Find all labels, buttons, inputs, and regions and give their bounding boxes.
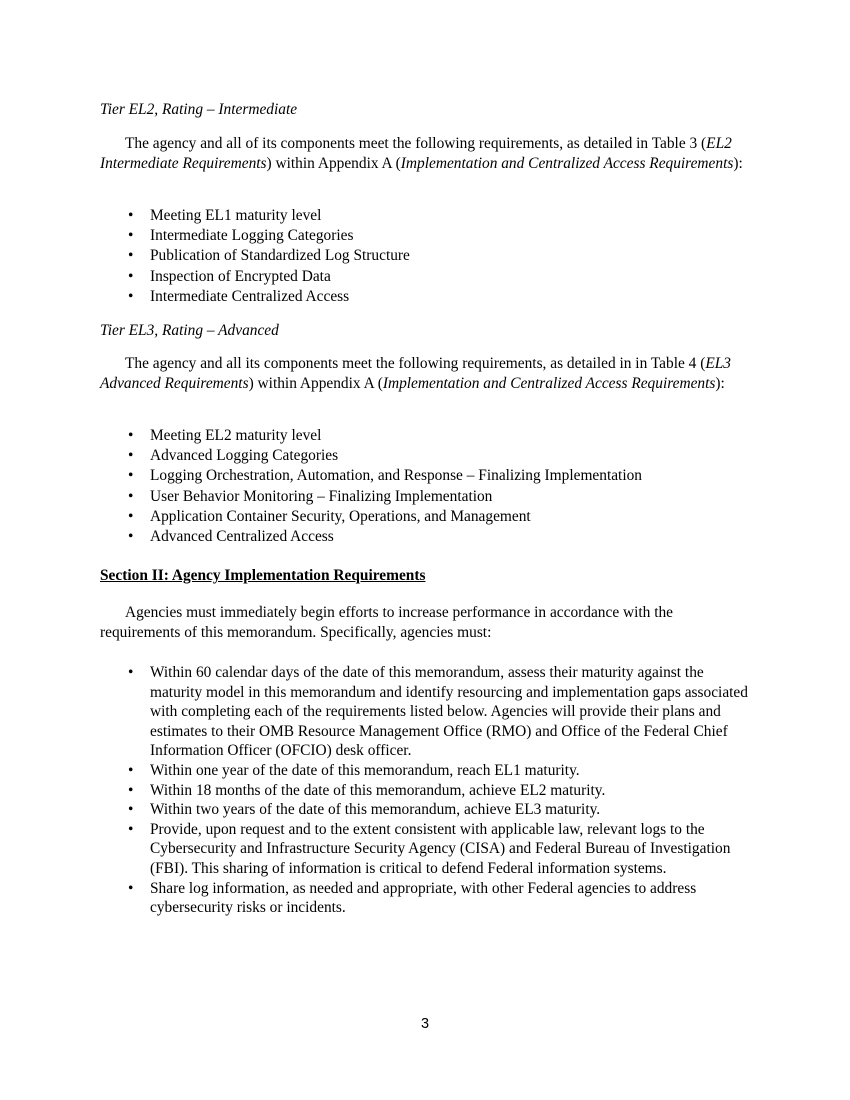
list-item: • Within 18 months of the date of this memorandum, achieve EL2 maturity. (100, 781, 750, 801)
page-number: 3 (420, 1016, 430, 1032)
list-item: • Within two years of the date of this memorandum, achieve EL3 maturity. (100, 800, 750, 820)
list-item: • Advanced Logging Categories (100, 446, 750, 466)
list-item: • Share log information, as needed and appropriate, with other Federal agencies to address cybersecurity risks or incidents. (100, 879, 750, 918)
tier-el2-bullet-list (100, 206, 750, 307)
tier-el3-appendix-title: Implementation and Centralized Access Requirements (382, 374, 716, 392)
list-item: • Logging Orchestration, Automation, and Response – Finalizing Implementation (100, 466, 750, 486)
tier-el3-intro-text-2: ) within Appendix A ( (248, 374, 383, 392)
tier-el2-table-title: EL2 Intermediate Requirements (100, 135, 732, 172)
list-item: • Provide, upon request and to the extent consistent with applicable law, relevant logs to the Cybersecurity and Infrastructure Security Agency (CISA) and Federal Bureau of Investigation (FBI). This sharing of information is critical to defend Federal information systems. (100, 820, 750, 879)
tier-el2-appendix-title: Implementation and Centralized Access Requirements (400, 154, 734, 172)
tier-el3-table-title: EL3 Advanced Requirements (100, 355, 731, 392)
list-item: • Publication of Standardized Log Structure (100, 246, 750, 266)
section-intro: Agencies must immediately begin efforts to increase performance in accordance with the requirements of this memorandum. Specifically, agencies must: (100, 604, 674, 641)
tier-el3-intro-text-3: ): (715, 374, 725, 392)
requirements-bullet-list (100, 663, 750, 918)
tier-el2-intro-text-1: The agency and all of its components meet the following requirements, as detailed in Table 3 ( (125, 135, 707, 152)
tier-el2-intro-text-2: ) within Appendix A ( (266, 154, 401, 172)
list-item: • Within one year of the date of this memorandum, reach EL1 maturity. (100, 761, 750, 781)
list-item: • Intermediate Logging Categories (100, 226, 750, 246)
tier-el2-intro (100, 134, 750, 173)
tier-el2-intro-text-3: ): (733, 154, 743, 172)
list-item: • Within 60 calendar days of the date of this memorandum, assess their maturity against the maturity model in this memorandum and identify resourcing and implementation gaps associated with completing each of the requirements listed below. Agencies will provide their plans and estimates to their OMB Resource Management Office (RMO) and Office of the Federal Chief Information Officer (OFCIO) desk officer. (100, 663, 750, 761)
list-item: • Meeting EL2 maturity level (100, 426, 750, 446)
list-item: • Inspection of Encrypted Data (100, 267, 750, 287)
list-item: • Meeting EL1 maturity level (100, 206, 750, 226)
list-item: • Intermediate Centralized Access (100, 287, 750, 307)
tier-el3-intro (100, 354, 750, 393)
tier-el3-heading: Tier EL3, Rating – Advanced (100, 322, 279, 339)
tier-el3-intro-text-1: The agency and all its components meet the following requirements, as detailed in in Table 4 ( (125, 355, 706, 372)
list-item: • Advanced Centralized Access (100, 527, 750, 547)
tier-el3-bullet-list (100, 426, 750, 547)
section-heading: Section II: Agency Implementation Requirements (100, 567, 426, 584)
list-item: • Application Container Security, Operations, and Management (100, 507, 750, 527)
tier-el2-heading: Tier EL2, Rating – Intermediate (100, 101, 298, 118)
list-item: • User Behavior Monitoring – Finalizing Implementation (100, 487, 750, 507)
